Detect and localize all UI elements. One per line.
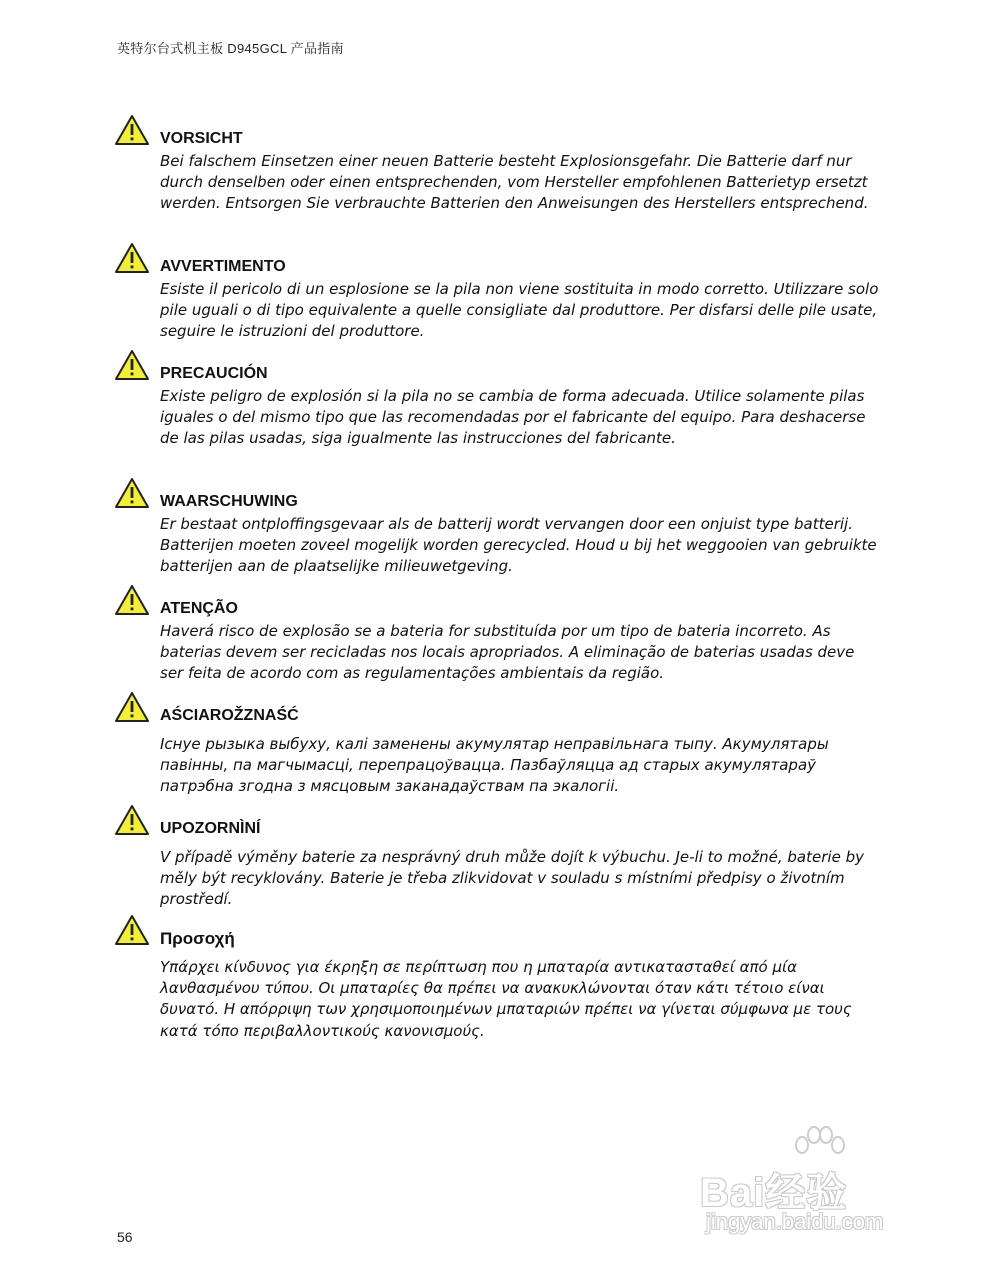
warning-triangle-icon: [114, 349, 150, 381]
warning-title: Προσοχή: [160, 929, 235, 948]
watermark-brand: Bai经验: [700, 1171, 848, 1215]
baidu-jingyan-watermark: [700, 1125, 940, 1245]
warning-body: Esiste il pericolo di un esplosione se la pila non viene sostituita in modo corretto. Utilizzare solo pile uguali o di tipo equivalente a quelle consigliate dal produttore. Per disfarsi delle pile usate, seguire le istruzioni del produttore.: [160, 280, 879, 341]
warning-block-portuguese: [114, 584, 894, 694]
page-header-title: 英特尔台式机主板 D945GCL 产品指南: [117, 41, 344, 56]
warning-title: AŚCIAROŽZNAŚĆ: [160, 707, 299, 724]
watermark-url: jingyan.baidu.com: [706, 1209, 884, 1234]
warning-triangle-icon: [114, 114, 150, 146]
warning-block-german: [114, 114, 894, 244]
warning-block-czech: [114, 804, 894, 914]
warning-triangle-icon: [114, 477, 150, 509]
warning-title: PRECAUCIÓN: [160, 365, 268, 382]
warning-body: Існуе рызыка выбуху, калі заменены акумулятар неправільнага тыпу. Акумулятары павінны, па магчымасці, перепрацоўвацца. Пазбаўляцца ад старых акумулятараў патрэбна згодна з мясцовым заканадаўствам па экалогіі.: [160, 735, 829, 796]
warning-title: AVVERTIMENTO: [160, 258, 286, 275]
warning-block-greek: [114, 914, 894, 1054]
warning-body: Bei falschem Einsetzen einer neuen Batterie besteht Explosionsgefahr. Die Batterie darf nur durch denselben oder einen entsprechenden, vom Hersteller empfohlenen Batterietyp ersetzt werden. Entsorgen Sie verbrauchte Batterien den Anweisungen des Herstellers entsprechend.: [160, 152, 869, 213]
warning-title: VORSICHT: [160, 130, 243, 147]
warning-body: Er bestaat ontploffingsgevaar als de batterij wordt vervangen door een onjuist type batterij. Batterijen moeten zoveel mogelijk worden gerecycled. Houd u bij het weggooien van gebruikte batterijen aan de plaatselijke milieuwetgeving.: [160, 515, 877, 576]
warning-triangle-icon: [114, 691, 150, 723]
warning-block-belarusian: [114, 691, 894, 801]
warning-triangle-icon: [114, 804, 150, 836]
warning-triangle-icon: [114, 584, 150, 616]
page-number: 56: [117, 1229, 133, 1245]
warning-title: WAARSCHUWING: [160, 493, 298, 510]
warning-block-italian: [114, 242, 894, 352]
warning-triangle-icon: [114, 914, 150, 946]
warning-body: Υπάρχει κίνδυνος για έκρηξη σε περίπτωση που η μπαταρία αντικατασταθεί από μία λανθασμένου τύπου. Οι μπαταρίες θα πρέπει να ανακυκλώνονται όταν κάτι τέτοιο είναι δυνατό. Η απόρριψη των χρησιμοποιημένων μπαταριών πρέπει να γίνεται σύμφωνα με τους κατά τόπο περιβαλλοντικούς κανονισμούς.: [160, 958, 852, 1040]
warning-body: Existe peligro de explosión si la pila no se cambia de forma adecuada. Utilice solamente pilas iguales o del mismo tipo que las recomendadas por el fabricante del equipo. Para deshacerse de las pilas usadas, siga igualmente las instrucciones del fabricante.: [160, 387, 866, 448]
warning-body: V případě výměny baterie za nesprávný druh může dojít k výbuchu. Je-li to možné, baterie by měly být recyklovány. Baterie je třeba zlikvidovat v souladu s místními předpisy o životním prostředí.: [160, 848, 864, 909]
warning-body: Haverá risco de explosão se a bateria for substituída por um tipo de bateria incorreto. As baterias devem ser recicladas nos locais apropriados. A eliminação de baterias usadas deve ser feita de acordo com as regulamentações ambientais da região.: [160, 622, 855, 683]
warning-title: UPOZORNÌNÍ: [160, 820, 261, 837]
warning-block-spanish: [114, 349, 894, 479]
warning-title: ATENÇÃO: [160, 600, 238, 617]
warning-triangle-icon: [114, 242, 150, 274]
warning-block-dutch: [114, 477, 894, 587]
